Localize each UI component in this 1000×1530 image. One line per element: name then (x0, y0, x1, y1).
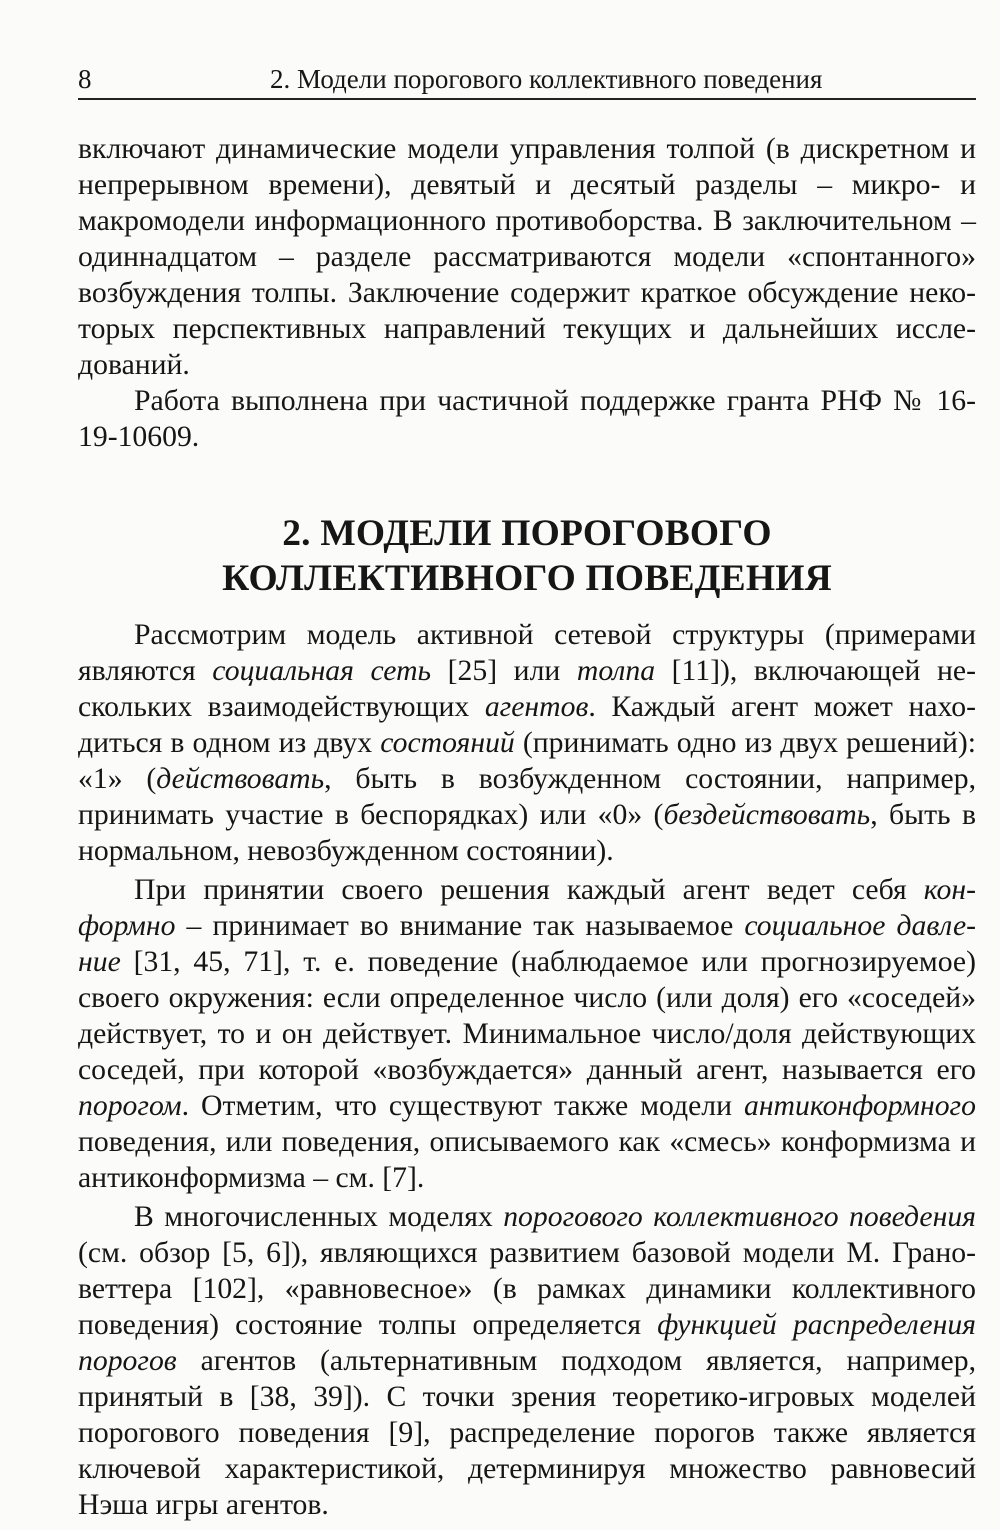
body-paragraph-2 (78, 872, 976, 1196)
section-title (78, 511, 976, 601)
body-paragraph-3 (78, 1199, 976, 1523)
text-run: [25] или (431, 655, 577, 687)
italic-term: конформно (78, 874, 976, 942)
page-header (78, 58, 976, 100)
italic-term: бездействовать (663, 799, 871, 831)
intro-paragraph-2: Работа выполнена при частичной поддержке гранта РНФ № 16-19-10609. (78, 385, 976, 453)
text-run: (принимать одно из двух решений): «1» ( (78, 727, 977, 795)
running-title: 2. Модели порогового коллективного поведения (270, 64, 823, 94)
italic-term: состояний (380, 727, 515, 759)
text-run: В многочисленных моделях (134, 1201, 504, 1233)
text-run: – принимает во внимание так называемое (175, 910, 745, 942)
text-run: При принятии своего решения каждый агент ведет себя (134, 874, 924, 906)
text-run: [11]), включающей нескольких взаимодействующих (78, 655, 976, 723)
italic-term: порогового коллективного поведения (503, 1201, 976, 1233)
text-run: поведения, или поведения, описываемого как «смесь» конформизма и антиконформизма – см. [7]. (78, 1126, 976, 1194)
italic-term: толпа (576, 655, 656, 687)
section-title-line-1: 2. МОДЕЛИ ПОРОГОВОГО (282, 513, 772, 554)
italic-term: антиконформного (743, 1090, 976, 1122)
text-run: (см. обзор [5, 6]), являющихся развитием базовой модели М. Грановеттера [102], «равновесное» (в рамках динамики коллективного поведения) состояние толпы определяется (78, 1237, 976, 1341)
text-run: агентов (альтернативным подходом является, например, принятый в [38, 39]). С точки зрения теоретико-игровых моделей порогового поведения [9], распределение порогов также является ключевой характеристикой, детерминируя множество равновесий Нэша игры агентов. (78, 1345, 976, 1521)
page-body (78, 131, 976, 1523)
text-run: [31, 45, 71], т. е. поведение (наблюдаемое или прогнозируемое) своего окружения: если определенное число (или доля) его «соседей» действует, то и он действует. Минимальное число/доля действующих соседей, при которой «возбуждается» данный агент, называется его (78, 946, 976, 1086)
italic-term: агентов (484, 691, 589, 723)
italic-term: порогом (78, 1090, 182, 1122)
text-run: . Каждый агент может находиться в одном из двух (78, 691, 976, 759)
section-title-line-2: КОЛЛЕКТИВНОГО ПОВЕДЕНИЯ (222, 558, 832, 599)
italic-term: социальная сеть (212, 655, 432, 687)
text-run: Рассмотрим модель активной сетевой структуры (примерами являются (78, 619, 976, 687)
italic-term: действовать (156, 763, 325, 795)
italic-term: социальное давление (78, 910, 977, 978)
text-run: , быть в возбужденном состоянии, например, принимать участие в беспорядках) или «0» ( (78, 763, 976, 831)
text-run: . Отметим, что существуют также модели (181, 1090, 744, 1122)
italic-term: функцией распределения порогов (78, 1309, 976, 1377)
intro-paragraph-1: включают динамические модели управления толпой (в дискретном и непрерывном времени), девятый и десятый разделы – микро- и макромодели информационного противоборства. В заключительном – одиннадцатом – разделе рассматриваются модели «спонтанного» возбуждения толпы. Заключение содержит краткое обсуждение некоторых перспективных направлений текущих и дальнейших исследований. (78, 133, 976, 381)
page-number: 8 (78, 64, 92, 94)
body-paragraph-1 (78, 617, 976, 869)
text-run: , быть в нормальном, невозбужденном состоянии). (78, 799, 976, 867)
